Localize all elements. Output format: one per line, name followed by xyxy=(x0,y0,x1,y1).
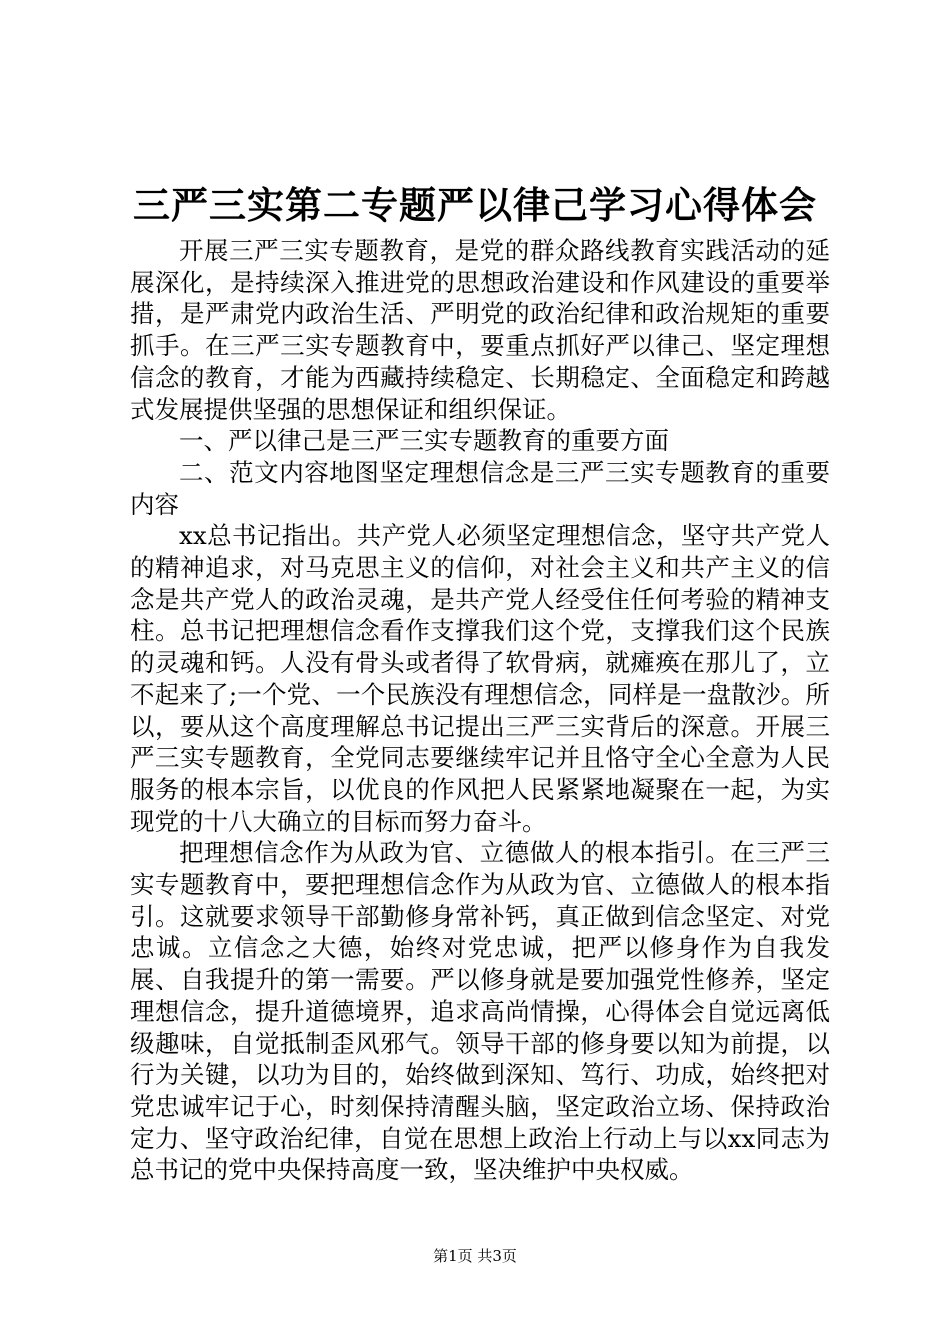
section-heading-2: 二、范文内容地图坚定理想信念是三严三实专题教育的重要内容 xyxy=(130,457,830,519)
paragraph-body-2: 把理想信念作为从政为官、立德做人的根本指引。在三严三实专题教育中，要把理想信念作为从政为官、立德做人的根本指引。这就要求领导干部勤修身常补钙，真正做到信念坚定、对党忠诚。立信念之大德，始终对党忠诚，把严以修身作为自我发展、自我提升的第一需要。严以修身就是要加强党性修养，坚定理想信念，提升道德境界，追求高尚情操，心得体会自觉远离低级趣味，自觉抵制歪风邪气。领导干部的修身要以知为前提，以行为关键，以功为目的，始终做到深知、笃行、功成，始终把对党忠诚牢记于心，时刻保持清醒头脑，坚定政治立场、保持政治定力、坚守政治纪律，自觉在思想上政治上行动上与以xx同志为总书记的党中央保持高度一致，坚决维护中央权威。 xyxy=(130,838,830,1185)
section-heading-1: 一、严以律己是三严三实专题教育的重要方面 xyxy=(179,426,669,456)
document-body xyxy=(130,235,830,1186)
paragraph-body-1: xx总书记指出。共产党人必须坚定理想信念，坚守共产党人的精神追求，对马克思主义的信仰，对社会主义和共产主义的信念是共产党人的政治灵魂，是共产党人经受住任何考验的精神支柱。总书记把理想信念看作支撑我们这个党，支撑我们这个民族的灵魂和钙。人没有骨头或者得了软骨病，就瘫痪在那儿了，立不起来了;一个党、一个民族没有理想信念，同样是一盘散沙。所以，要从这个高度理解总书记提出三严三实背后的深意。开展三严三实专题教育，全党同志要继续牢记并且恪守全心全意为人民服务的根本宗旨，以优良的作风把人民紧紧地凝聚在一起，为实现党的十八大确立的目标而努力奋斗。 xyxy=(130,521,830,836)
paragraph-intro: 开展三严三实专题教育，是党的群众路线教育实践活动的延展深化，是持续深入推进党的思想政治建设和作风建设的重要举措，是严肃党内政治生活、严明党的政治纪律和政治规矩的重要抓手。在三严三实专题教育中，要重点抓好严以律己、坚定理想信念的教育，才能为西藏持续稳定、长期稳定、全面稳定和跨越式发展提供坚强的思想保证和组织保证。 xyxy=(130,236,830,424)
document-title: 三严三实第二专题严以律己学习心得体会 xyxy=(133,184,817,227)
page-number-footer: 第1页 共3页 xyxy=(433,1247,517,1265)
